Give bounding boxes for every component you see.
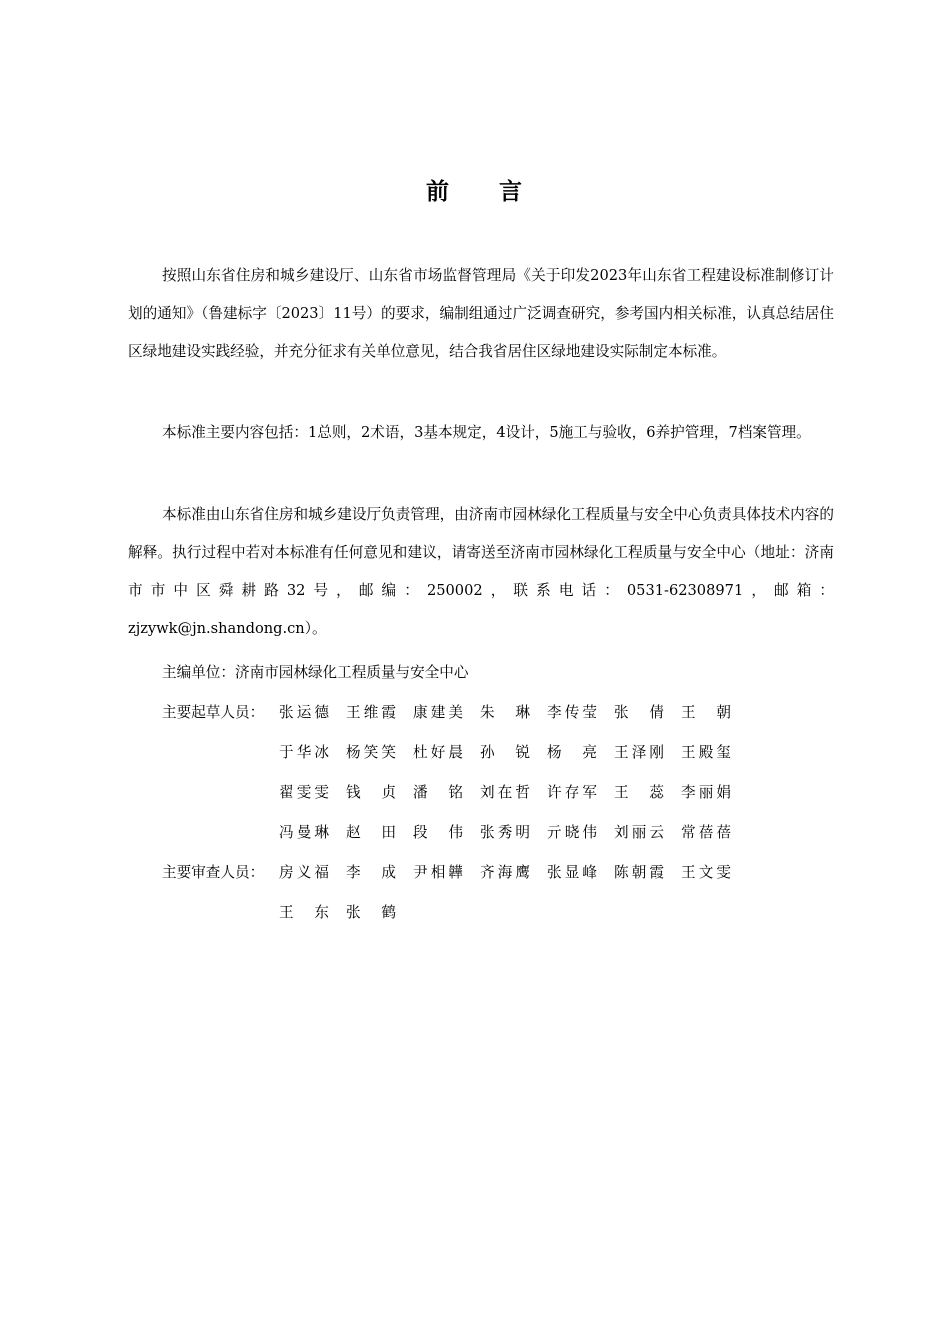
drafter-name: 杨 笑 笑 [346, 744, 396, 761]
reviewer-name: 齐 海 鹰 [480, 864, 530, 881]
drafter-name: 张 倩 [614, 704, 664, 721]
drafters-label: 主要起草人员： [162, 704, 265, 721]
drafter-name: 王 朝 [681, 704, 731, 721]
reviewer-name: 李 成 [346, 864, 396, 881]
drafter-name: 许 存 军 [547, 784, 597, 801]
drafter-name: 杜 好 晨 [413, 744, 463, 761]
reviewer-name: 尹 相 韡 [413, 864, 463, 881]
preface-paragraph-1: 按照山东省住房和城乡建设厅、山东省市场监督管理局《关于印发2023年山东省工程建设标准制修订计划的通知》（鲁建标字〔2023〕11号）的要求，编制组通过广泛调查研究，参考国内相关标准，认真总结居住区绿地建设实践经验，并充分征求有关单位意见，结合我省居住区绿地建设实际制定本标准。 [128, 267, 834, 360]
drafter-name: 常 蓓 蓓 [681, 824, 731, 841]
drafter-name: 亓 晓 伟 [547, 824, 597, 841]
drafter-name: 王 殿 玺 [681, 744, 731, 761]
drafter-name: 朱 琳 [480, 704, 530, 721]
drafter-name: 王 蕊 [614, 784, 664, 801]
drafter-name: 王 维 霞 [346, 704, 396, 721]
reviewer-name: 王 文 雯 [681, 864, 731, 881]
drafter-name: 刘 丽 云 [614, 824, 664, 841]
drafter-name: 孙 锐 [480, 744, 530, 761]
drafter-name: 刘 在 哲 [480, 784, 530, 801]
drafter-name: 翟 雯 雯 [279, 784, 329, 801]
drafter-name: 潘 铭 [413, 784, 463, 801]
chief-unit: 主编单位：济南市园林绿化工程质量与安全中心 [162, 664, 469, 681]
drafter-name: 段 伟 [413, 824, 463, 841]
reviewer-name: 张 鹤 [346, 904, 396, 921]
drafter-name: 王 泽 刚 [614, 744, 664, 761]
drafter-name: 张 秀 明 [480, 824, 530, 841]
drafter-name: 钱 贞 [346, 784, 396, 801]
reviewer-name: 房 义 福 [279, 864, 329, 881]
preface-paragraph-2: 本标准主要内容包括：1总则，2术语，3基本规定，4设计，5施工与验收，6养护管理，7档案管理。 [162, 424, 811, 441]
title-char-2: 言 [499, 179, 524, 205]
drafter-name: 赵 田 [346, 824, 396, 841]
reviewer-name: 王 东 [279, 904, 329, 921]
preface-paragraph-3: 本标准由山东省住房和城乡建设厅负责管理，由济南市园林绿化工程质量与安全中心负责具体技术内容的解释。执行过程中若对本标准有任何意见和建议，请寄送至济南市园林绿化工程质量与安全中心（地址：济南市市中区舜耕路32号，邮编：250002，联系电话：0531-62308971，邮箱：zjzywk@jn.shandong.cn）。 [128, 506, 834, 637]
reviewer-name: 张 显 峰 [547, 864, 597, 881]
page-title [0, 176, 950, 208]
reviewers-label: 主要审查人员： [162, 864, 265, 881]
drafter-name: 杨 亮 [547, 744, 597, 761]
title-char-1: 前 [426, 179, 451, 205]
drafter-name: 李 丽 娟 [681, 784, 731, 801]
drafter-name: 李 传 莹 [547, 704, 597, 721]
drafter-name: 康 建 美 [413, 704, 463, 721]
drafter-name: 张 运 德 [279, 704, 329, 721]
drafter-name: 冯 曼 琳 [279, 824, 329, 841]
drafter-name: 于 华 冰 [279, 744, 329, 761]
reviewer-name: 陈 朝 霞 [614, 864, 664, 881]
